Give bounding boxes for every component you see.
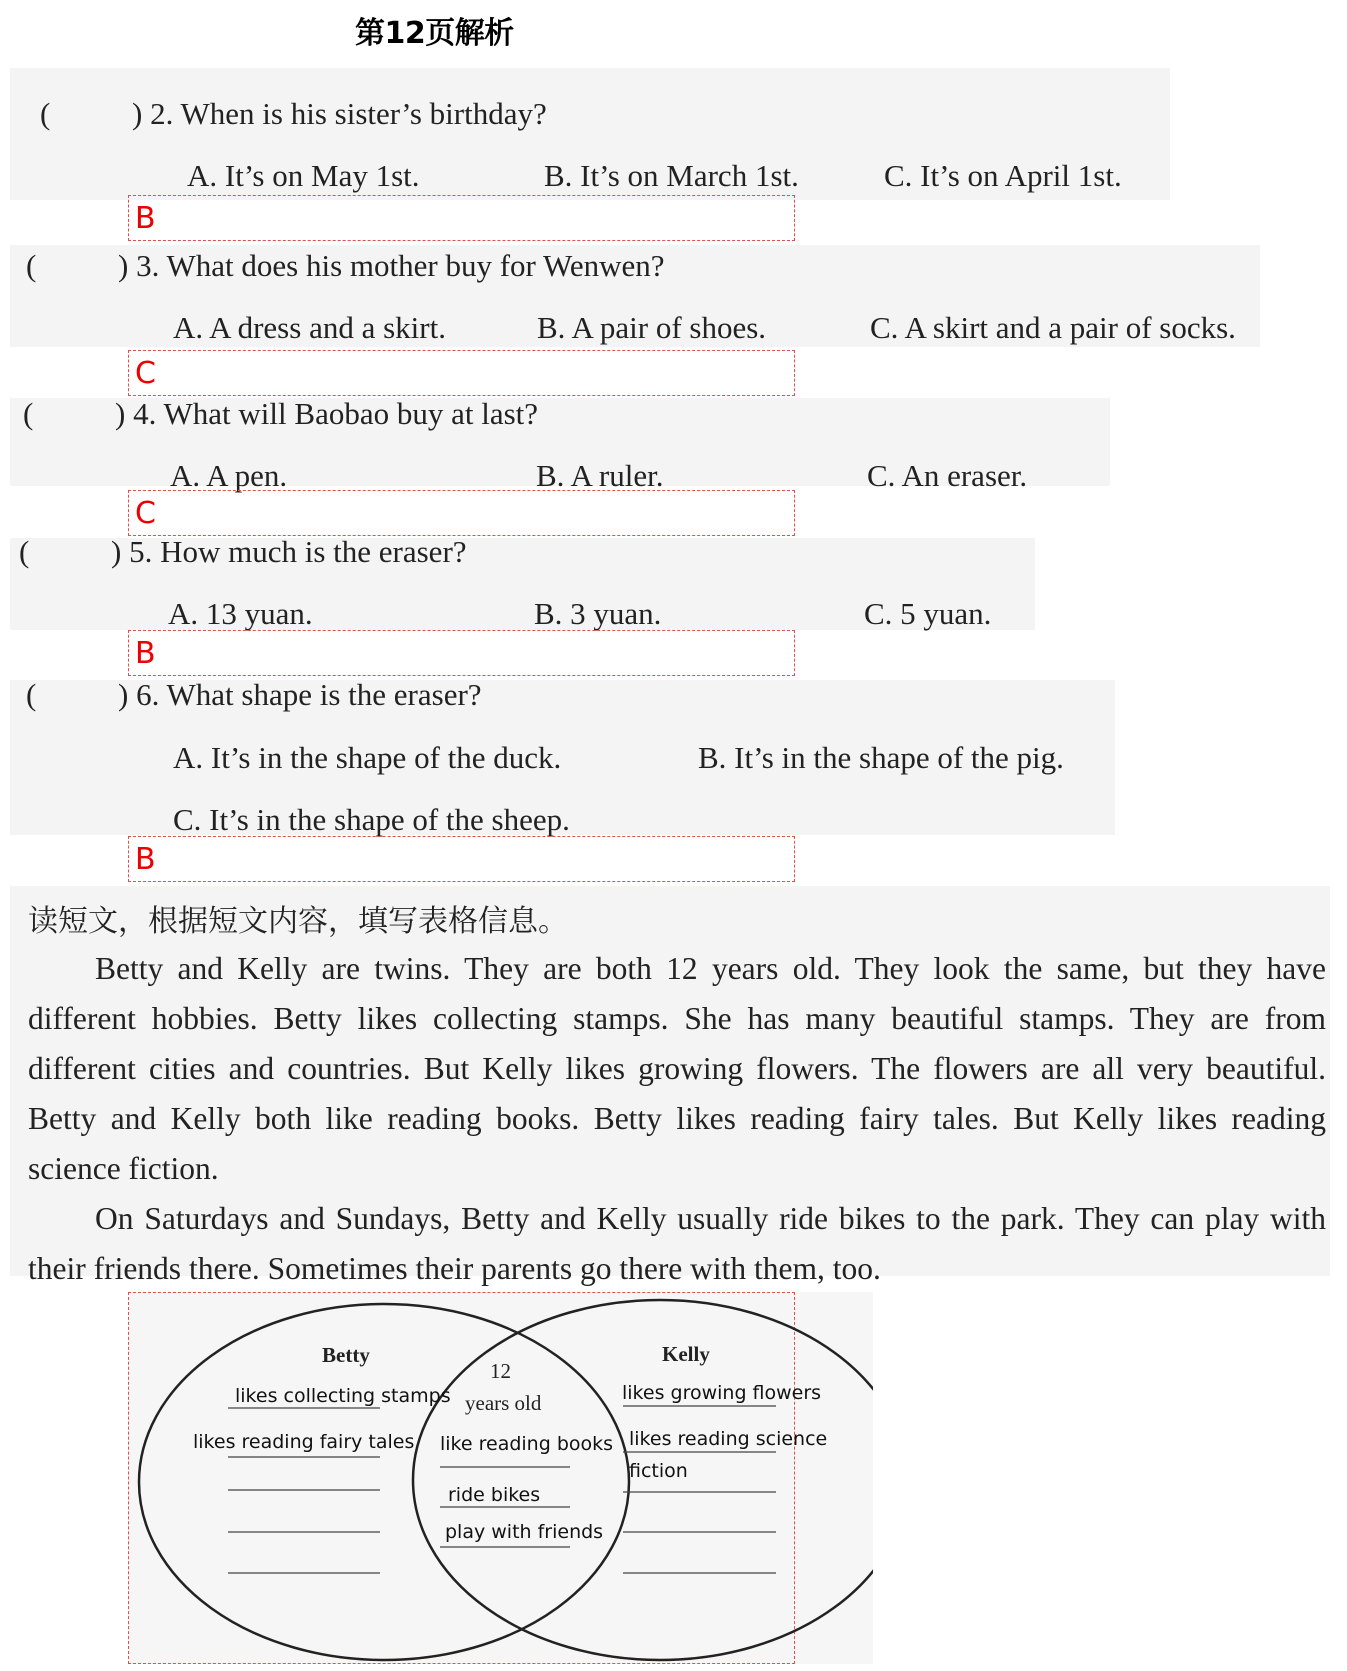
option-b: B. 3 yuan.	[534, 596, 662, 631]
option-b: B. It’s on March 1st.	[544, 158, 799, 193]
venn-diagram	[128, 1292, 873, 1664]
answer-box-4	[128, 490, 795, 536]
answer-box-6	[128, 836, 795, 882]
betty-circle	[139, 1304, 629, 1660]
option-c: C. It’s on April 1st.	[884, 158, 1122, 193]
answer-letter: B	[135, 201, 156, 236]
question-stem-4	[23, 396, 538, 432]
kelly-title: Kelly	[662, 1342, 710, 1366]
page-title: 第12页解析	[355, 16, 514, 51]
answer-paren: (	[19, 534, 30, 569]
answer-paren: (	[26, 677, 37, 712]
option-c: C. A skirt and a pair of socks.	[870, 310, 1236, 345]
question-text: When is his sister’s birthday?	[180, 96, 547, 131]
option-a: A. A pen.	[170, 458, 288, 493]
answer-box-3	[128, 350, 795, 396]
question-stem-2	[40, 96, 547, 132]
shared-answer: ride bikes	[448, 1484, 541, 1506]
answer-paren: (	[40, 96, 51, 131]
question-text: How much is the eraser?	[160, 534, 467, 569]
question-text: What shape is the eraser?	[166, 677, 482, 712]
passage-paragraph: Betty and Kelly are twins. They are both 12 years old. They look the same, but they have different hobbies. Betty likes collecting stamps. She has many beautiful stamps. They are from different cities and countries. But Kelly likes growing flowers. The flowers are all very beautiful. Betty and Kelly both like reading books. Betty likes reading fairy tales. But Kelly likes reading science fiction.	[28, 951, 1326, 1186]
answer-paren: (	[26, 248, 37, 283]
question-number: ) 5.	[111, 534, 161, 569]
option-a: A. It’s in the shape of the duck.	[173, 740, 562, 775]
question-stem-3	[26, 248, 665, 284]
question-number: ) 6.	[118, 677, 167, 712]
kelly-answer: fiction	[629, 1460, 688, 1482]
shared-answer: like reading books	[440, 1433, 614, 1455]
answer-letter: B	[135, 636, 156, 671]
betty-answer: likes reading fairy tales	[193, 1431, 415, 1453]
betty-answer: likes collecting stamps	[235, 1385, 451, 1407]
reading-instruction: 读短文，根据短文内容，填写表格信息。	[28, 904, 568, 939]
answer-letter: B	[135, 842, 156, 877]
option-c: C. An eraser.	[867, 458, 1028, 493]
reading-passage	[28, 944, 1326, 1294]
question-stem-5	[19, 534, 467, 570]
answer-box-2	[128, 195, 795, 241]
answer-letter: C	[135, 496, 156, 531]
question-text: What will Baobao buy at last?	[163, 396, 539, 431]
answer-letter: C	[135, 356, 156, 391]
option-b: B. A ruler.	[536, 458, 664, 493]
option-a: A. A dress and a skirt.	[173, 310, 446, 345]
answer-box-5	[128, 630, 795, 676]
question-text: What does his mother buy for Wenwen?	[166, 248, 665, 283]
answer-paren: (	[23, 396, 34, 431]
option-c: C. 5 yuan.	[864, 596, 992, 631]
option-b: B. It’s in the shape of the pig.	[698, 740, 1064, 775]
question-number: ) 3.	[118, 248, 167, 283]
kelly-answer: likes reading science	[629, 1428, 828, 1450]
kelly-answer: likes growing flowers	[622, 1382, 822, 1404]
question-number: ) 4.	[115, 396, 164, 431]
betty-title: Betty	[322, 1343, 370, 1367]
option-a: A. 13 yuan.	[168, 596, 313, 631]
shared-answer: play with friends	[445, 1521, 604, 1543]
passage-paragraph: On Saturdays and Sundays, Betty and Kelly usually ride bikes to the park. They can play with their friends there. Sometimes their parents go there with them, too.	[28, 1201, 1326, 1286]
shared-age-number: 12	[490, 1359, 511, 1383]
option-c: C. It’s in the shape of the sheep.	[173, 802, 570, 837]
question-number: ) 2.	[132, 96, 181, 131]
option-a: A. It’s on May 1st.	[187, 158, 420, 193]
shared-age-label: years old	[465, 1391, 542, 1415]
question-stem-6	[26, 677, 482, 713]
option-b: B. A pair of shoes.	[537, 310, 767, 345]
